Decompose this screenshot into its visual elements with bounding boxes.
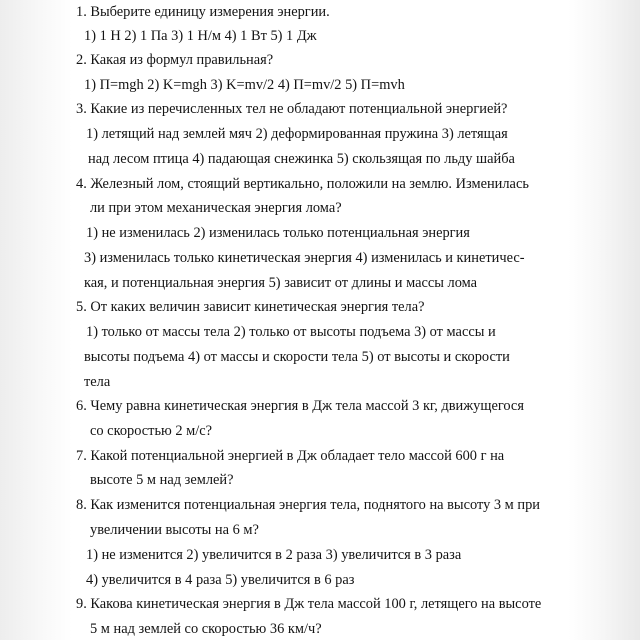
page-shadow-right [568,0,640,640]
question-2: 2. Какая из формул правильная? [76,52,274,68]
question-3: 3. Какие из перечисленных тел не обладают потенциальной энергией? [76,101,508,117]
question-4-options-line-1: 1) не изменилась 2) изменилась только потенциальная энергия [86,225,470,241]
question-9-continued: 5 м над землей со скоростью 36 км/ч? [90,621,322,637]
question-2-options: 1) П=mgh 2) K=mgh 3) K=mv/2 4) П=mv/2 5) П=mvh [84,77,405,93]
question-9: 9. Какова кинетическая энергия в Дж тела массой 100 г, летящего на высоте [76,596,542,612]
question-5-options-line-1: 1) только от массы тела 2) только от высоты подъема 3) от массы и [86,324,496,340]
question-6: 6. Чему равна кинетическая энергия в Дж тела массой 3 кг, движущегося [76,398,524,414]
question-5-options-line-3: тела [84,374,111,390]
question-6-continued: со скоростью 2 м/с? [90,423,213,439]
question-4-options-line-3: кая, и потенциальная энергия 5) зависит от длины и массы лома [84,275,478,291]
question-1-options: 1) 1 Н 2) 1 Па 3) 1 Н/м 4) 1 Вт 5) 1 Дж [84,28,317,44]
question-8-options-line-1: 1) не изменится 2) увеличится в 2 раза 3) увеличится в 3 раза [86,547,462,563]
question-4-options-line-2: 3) изменилась только кинетическая энергия 4) изменилась и кинетичес- [84,250,525,266]
document-page [76,3,576,637]
question-1: 1. Выберите единицу измерения энергии. [76,4,330,20]
question-8: 8. Как изменится потенциальная энергия тела, поднятого на высоту 3 м при [76,497,540,513]
question-4-continued: ли при этом механическая энергия лома? [90,200,342,216]
question-8-continued: увеличении высоты на 6 м? [90,522,259,538]
page-shadow-left [0,0,72,640]
question-8-options-line-2: 4) увеличится в 4 раза 5) увеличится в 6 раз [86,572,355,588]
question-4: 4. Железный лом, стоящий вертикально, положили на землю. Изменилась [76,176,529,192]
question-7-continued: высоте 5 м над землей? [90,472,234,488]
question-3-options-line-2: над лесом птица 4) падающая снежинка 5) скользящая по льду шайба [88,151,515,167]
question-5: 5. От каких величин зависит кинетическая энергия тела? [76,299,425,315]
question-5-options-line-2: высоты подъема 4) от массы и скорости тела 5) от высоты и скорости [84,349,510,365]
question-3-options-line-1: 1) летящий над землей мяч 2) деформированная пружина 3) летящая [86,126,508,142]
question-7: 7. Какой потенциальной энергией в Дж обладает тело массой 600 г на [76,448,505,464]
